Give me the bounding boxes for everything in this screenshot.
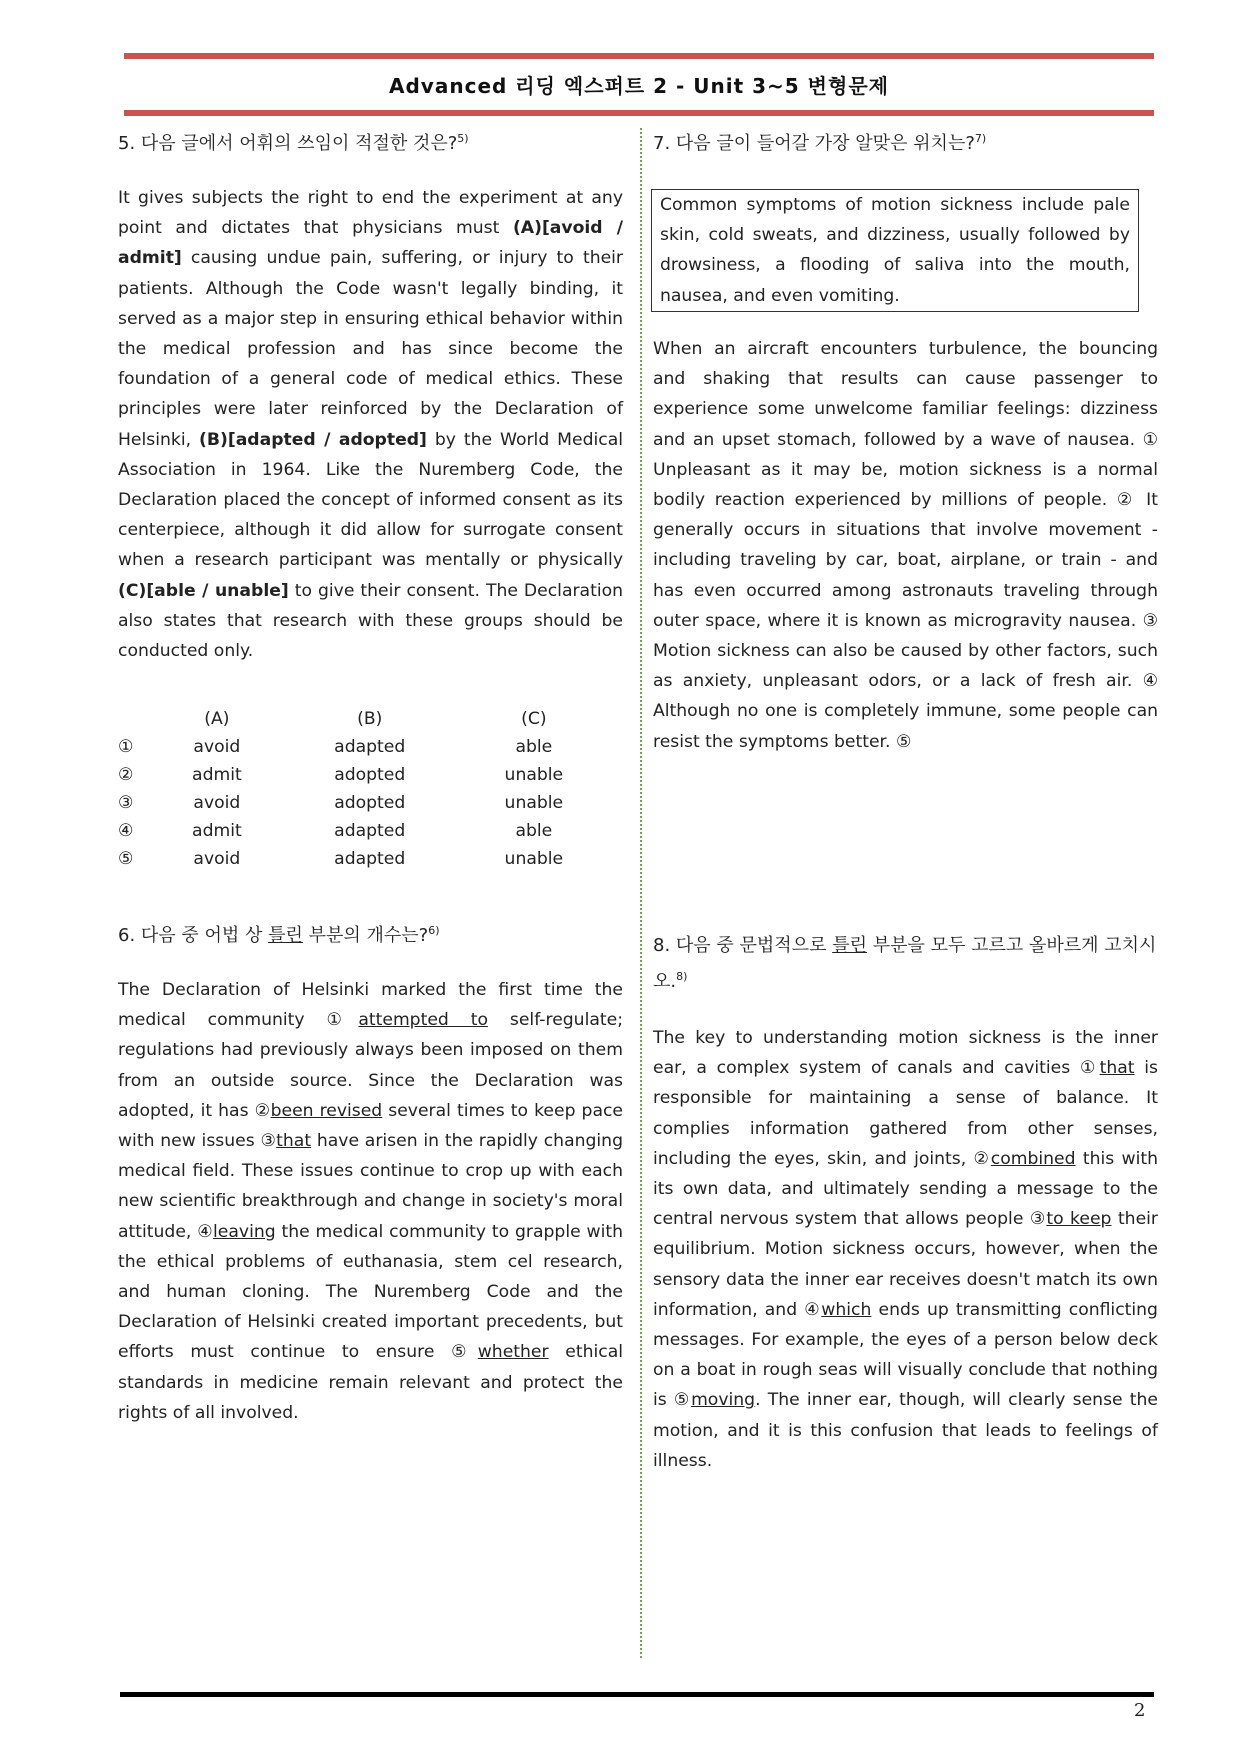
question-8-prompt: 다음 중 문법적으로 bbox=[670, 935, 833, 956]
passage-text: this with its own data, and ultimately sending a message to the central nervous system that allows people bbox=[653, 1148, 1158, 1230]
marker-2: ② bbox=[254, 1100, 271, 1121]
underlined-phrase-1: attempted to bbox=[358, 1010, 488, 1031]
question-6-prompt: 다음 중 어법 상 bbox=[135, 925, 269, 946]
question-7-prompt: 다음 글이 들어갈 가장 알맞은 위치는? bbox=[670, 133, 975, 154]
underlined-phrase-5: moving bbox=[691, 1390, 756, 1411]
header-cell-b: (B) bbox=[357, 709, 383, 729]
choice-row[interactable] bbox=[118, 761, 608, 789]
header-cell-c: (C) bbox=[521, 709, 547, 729]
passage-text: several times to keep pace with new issues bbox=[118, 1100, 623, 1152]
question-8 bbox=[653, 930, 1158, 997]
question-7-number: 7. bbox=[653, 133, 671, 154]
underlined-phrase-2: combined bbox=[990, 1148, 1076, 1169]
choice-a: avoid bbox=[193, 737, 241, 757]
passage-text: The Declaration of Helsinki marked the first time the medical community bbox=[118, 980, 623, 1031]
page-title: Advanced 리딩 엑스퍼트 2 - Unit 3~5 변형문제 bbox=[389, 74, 889, 98]
passage-text: causing undue pain, suffering, or injury to their patients. Although the Code wasn't legally binding, it served as a major step in ensuring ethical behavior within the medical profession and has since become the foundation of a general code of medical ethics. These principles were later reinforced by the Declaration of Helsinki, bbox=[118, 248, 623, 450]
passage-text: . The inner ear, though, will clearly sense the motion, and it is this confusion that leads to feelings of illness. bbox=[653, 1390, 1158, 1471]
insert-sentence-box-wrapper bbox=[651, 189, 1139, 312]
footnote-ref: 8) bbox=[676, 970, 688, 983]
choice-row[interactable] bbox=[118, 789, 608, 817]
marker-4: ④ bbox=[804, 1299, 822, 1320]
passage-text: have arisen in the rapidly changing medical field. These issues continue to crop up with each new scientific breakthrough and change in society's moral attitude, bbox=[118, 1131, 623, 1242]
choice-b: adapted bbox=[334, 849, 406, 869]
marker-1: ① bbox=[1079, 1058, 1100, 1079]
choice-a: avoid bbox=[193, 849, 241, 869]
marker-5: ⑤ bbox=[673, 1390, 692, 1411]
header-rule-bottom bbox=[124, 110, 1154, 116]
underlined-word: 틀린 bbox=[268, 925, 303, 946]
passage-text: self-regulate; regulations had previously always been imposed on them from an outside source. Since the Declaration was adopted, it has bbox=[118, 1010, 623, 1121]
choice-number: ① bbox=[118, 737, 134, 757]
passage-text: is responsible for maintaining a sense of balance. It complies information gathered from other senses, including the eyes, skin, and joints, bbox=[653, 1058, 1158, 1169]
column-divider bbox=[640, 128, 642, 1658]
choice-b: adapted bbox=[334, 821, 406, 841]
question-6-prompt: 부분의 개수는? bbox=[302, 925, 429, 946]
header-rule-top bbox=[124, 53, 1154, 59]
choice-c: unable bbox=[504, 765, 564, 785]
choice-c: unable bbox=[504, 849, 564, 869]
marker-3: ③ bbox=[1029, 1209, 1047, 1230]
question-8-passage bbox=[653, 1023, 1158, 1476]
option-a-bracket: (A)[avoid / admit] bbox=[118, 218, 623, 269]
choice-b: adopted bbox=[334, 765, 406, 785]
option-b-bracket: (B)[adapted / adopted] bbox=[199, 429, 427, 450]
marker-5: ⑤ bbox=[451, 1342, 478, 1363]
passage-text: It gives subjects the right to end the experiment at any point and dictates that physicians must bbox=[118, 188, 623, 239]
insert-sentence-box: Common symptoms of motion sickness include pale skin, cold sweats, and dizziness, usually followed by drowsiness, a flooding of saliva into the mouth, nausea, and even vomiting. bbox=[651, 189, 1139, 312]
footnote-ref: 5) bbox=[457, 132, 469, 145]
footer-rule bbox=[120, 1692, 1154, 1697]
question-7-passage bbox=[653, 334, 1158, 757]
underlined-phrase-2: been revised bbox=[270, 1100, 383, 1121]
header-cell bbox=[118, 705, 154, 733]
underlined-phrase-4: which bbox=[821, 1299, 872, 1320]
question-7-title bbox=[653, 125, 1158, 158]
question-6-number: 6. bbox=[118, 925, 136, 946]
choice-a: admit bbox=[192, 765, 242, 785]
marker-4: ④ bbox=[197, 1221, 214, 1242]
underlined-phrase-3: to keep bbox=[1046, 1209, 1112, 1230]
choices-header-row bbox=[118, 705, 608, 733]
underlined-phrase-5: whether bbox=[477, 1342, 549, 1363]
choice-number: ⑤ bbox=[118, 849, 134, 869]
question-8-number: 8. bbox=[653, 935, 671, 956]
underlined-phrase-3: that bbox=[276, 1131, 312, 1152]
question-5 bbox=[118, 125, 623, 158]
question-5-number: 5. bbox=[118, 133, 136, 154]
choice-b: adopted bbox=[334, 793, 406, 813]
question-8-prompt: 부분을 모두 고르고 올바르게 고치시오. bbox=[653, 935, 1157, 992]
choice-row[interactable] bbox=[118, 733, 608, 761]
question-6 bbox=[118, 917, 623, 950]
question-6-passage bbox=[118, 975, 623, 1428]
passage-text: to give their consent. The Declaration also states that research with these groups should be conducted only. bbox=[118, 580, 623, 662]
footnote-ref: 7) bbox=[974, 132, 987, 145]
passage-text: ethical standards in medicine remain relevant and protect the rights of all involved. bbox=[118, 1342, 624, 1423]
question-5-title bbox=[118, 125, 623, 158]
marker-2: ② bbox=[973, 1148, 991, 1169]
choice-row[interactable] bbox=[118, 817, 608, 845]
underlined-phrase-4: leaving bbox=[213, 1221, 276, 1242]
choice-number: ④ bbox=[118, 821, 134, 841]
question-5-passage bbox=[118, 183, 623, 666]
choice-c: able bbox=[515, 737, 553, 757]
choice-number: ② bbox=[118, 765, 134, 785]
choice-c: unable bbox=[504, 793, 564, 813]
option-c-bracket: (C)[able / unable] bbox=[118, 580, 289, 601]
underlined-phrase-1: that bbox=[1099, 1058, 1135, 1079]
passage-text: The key to understanding motion sickness is the inner ear, a complex system of canals and cavities bbox=[653, 1028, 1158, 1079]
passage-text: the medical community to grapple with the ethical problems of euthanasia, stem cel research, and human cloning. The Nuremberg Code and the Declaration of Helsinki created important precedents, but efforts must continue to ensure bbox=[118, 1221, 623, 1363]
passage-text: ends up transmitting conflicting messages. For example, the eyes of a person below deck on a boat in rough seas will visually conclude that nothing is bbox=[653, 1299, 1158, 1411]
choice-number: ③ bbox=[118, 793, 134, 813]
passage-text: When an aircraft encounters turbulence, the bouncing and shaking that results can cause passenger to experience some unwelcome familiar feelings: dizziness and an upset stomach, followed by a wave of nausea. ① Unpleasant as it may be, motion sickness is a normal bodily reaction experienced by millions of people. ② It generally occurs in situations that involve movement - including traveling by car, boat, airplane, or train - and has even occurred among astronauts traveling through outer space, where it is known as microgravity nausea. ③ Motion sickness can also be caused by other factors, such as anxiety, unpleasant odors, or a lack of fresh air. ④ Although no one is completely immune, some people can resist the symptoms better. ⑤ bbox=[653, 339, 1158, 752]
answer-choices-table bbox=[118, 705, 608, 873]
choice-a: admit bbox=[192, 821, 242, 841]
choice-row[interactable] bbox=[118, 845, 608, 873]
underlined-word: 틀린 bbox=[832, 935, 867, 956]
footnote-ref: 6) bbox=[428, 924, 440, 937]
question-6-title bbox=[118, 917, 623, 950]
question-7 bbox=[653, 125, 1158, 158]
question-5-prompt: 다음 글에서 어휘의 쓰임이 적절한 것은? bbox=[135, 133, 458, 154]
passage-text: their equilibrium. Motion sickness occurs, however, when the sensory data the inner ear receives doesn't match its own information, and bbox=[653, 1209, 1158, 1320]
choice-a: avoid bbox=[193, 793, 241, 813]
marker-1: ① bbox=[326, 1010, 359, 1031]
marker-3: ③ bbox=[260, 1131, 277, 1152]
header-cell-a: (A) bbox=[204, 709, 230, 729]
page-number: 2 bbox=[1134, 1700, 1146, 1721]
passage-text: by the World Medical Association in 1964. Like the Nuremberg Code, the Declaration placed the concept of informed consent as its centerpiece, although it did allow for surrogate consent when a research participant was mentally or physically bbox=[118, 429, 624, 571]
question-8-title bbox=[653, 930, 1158, 997]
choice-c: able bbox=[515, 821, 553, 841]
choice-b: adapted bbox=[334, 737, 406, 757]
